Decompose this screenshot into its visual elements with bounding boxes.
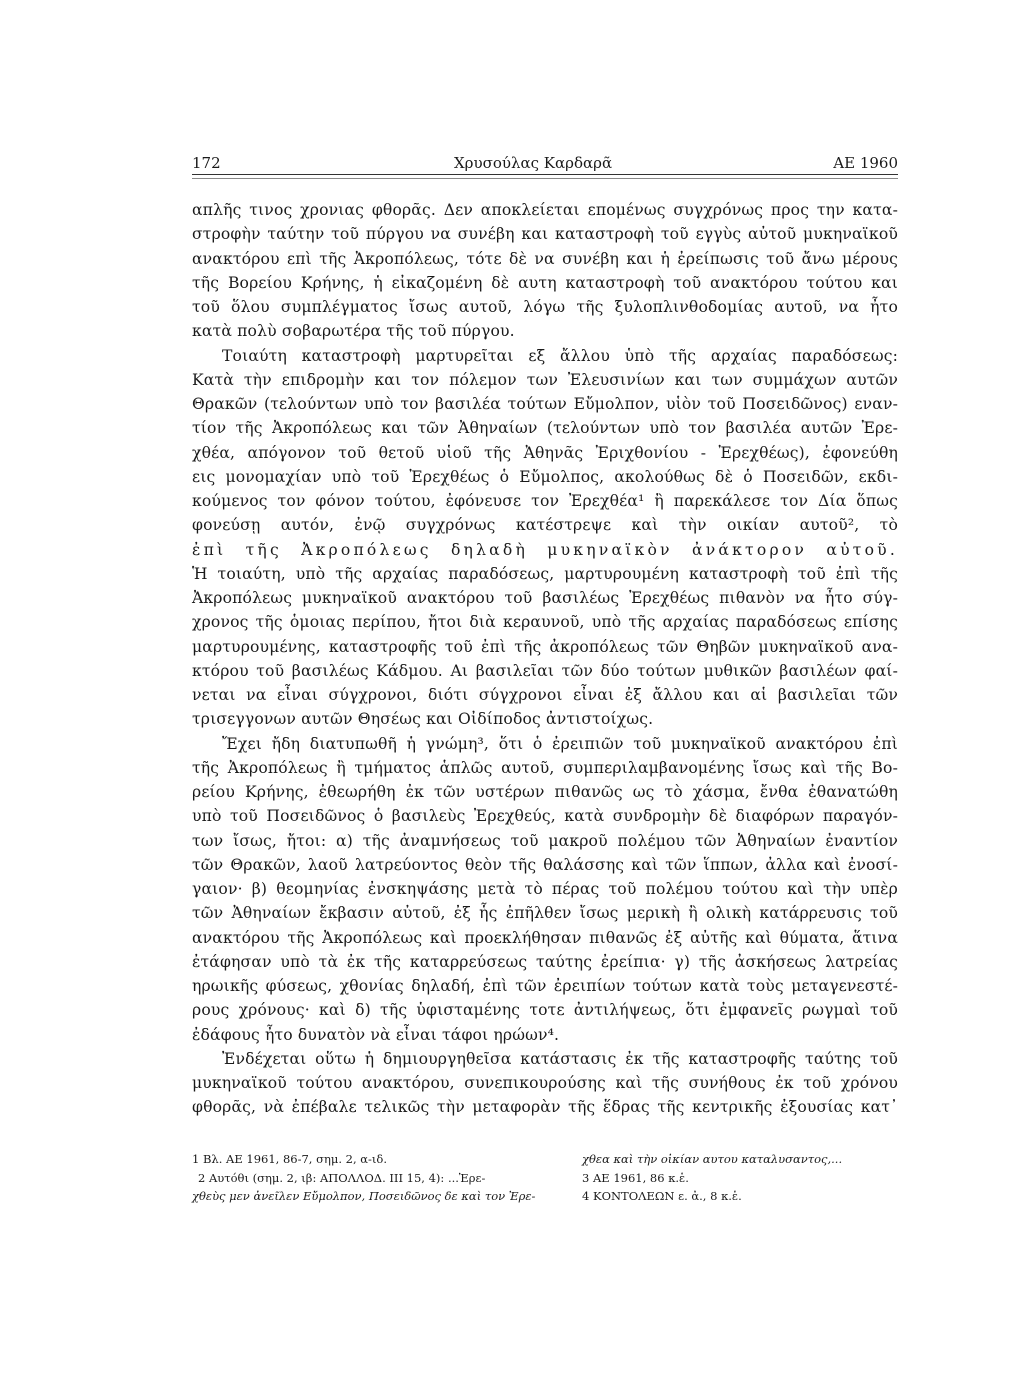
text-line: ανακτόρου επὶ τῆς Ἀκροπόλεως, τότε δὲ να συνέβη και ἡ ἐρείπωσις τοῦ ἄνω μέρους bbox=[192, 249, 898, 268]
text-line: τοῦ ὅλου συμπλέγματος ἴσως αυτοῦ, λόγω τῆς ξυλοπλινθοδομίας αυτοῦ, να ἦτο bbox=[192, 298, 898, 316]
text-line: Θρακῶν (τελούντων υπὸ τον βασιλέα τούτων Εὔμολπον, υἱὸν τοῦ Ποσειδῶνος) εναν- bbox=[192, 395, 898, 413]
text-line: μυκηναϊκοῦ τούτου ανακτόρου, συνεπικουρούσης καὶ τῆς συνήθους ἐκ τοῦ χρόνου bbox=[192, 1074, 898, 1092]
text-line: τῶν Θρακῶν, λαοῦ λατρεύοντος θεὸν τῆς θαλάσσης καὶ τῶν ἵππων, ἀλλα καὶ ἐνοσί- bbox=[192, 855, 898, 874]
text-line: κούμενος τον φόνον τούτου, ἐφόνευσε τον Ἐρεχθέα¹ ἢ παρεκάλεσε τον Δία ὅπως bbox=[192, 492, 898, 510]
body-text bbox=[192, 198, 898, 1120]
header-rule-secondary bbox=[192, 178, 898, 179]
text-line: Τοιαύτη καταστροφὴ μαρτυρεῖται εξ ἄλλου ὑπὸ τῆς αρχαίας παραδόσεως: bbox=[222, 346, 898, 365]
footnote-line: 1 Βλ. ΑΕ 1961, 86-7, σημ. 2, α-ιδ. bbox=[192, 1152, 387, 1166]
text-line: μαρτυρουμένης, καταστροφῆς τοῦ ἐπὶ τῆς ἀκροπόλεως τῶν Θηβῶν μυκηναϊκοῦ ανα- bbox=[192, 637, 898, 656]
text-line: Ἐνδέχεται οὕτω ἡ δημιουργηθεῖσα κατάστασις ἐκ τῆς καταστροφῆς ταύτης τοῦ bbox=[222, 1049, 898, 1068]
text-line: ρείου Κρήνης, ἐθεωρήθη ἐκ τῶν υστέρων πιθανῶς ως τὸ χάσμα, ἔνθα ἐθανατώθη bbox=[192, 783, 898, 801]
text-line: νεται να εἶναι σύγχρονοι, διότι σύγχρονοι εἶναι ἐξ ἄλλου και αἱ βασιλεῖαι τῶν bbox=[192, 686, 898, 704]
text-line: τρισεγγονων αυτῶν Θησέως και Οἰδίποδος ἀντιστοίχως. bbox=[192, 710, 654, 729]
text-line: των ἴσως, ἤτοι: α) τῆς ἀναμνήσεως τοῦ μακροῦ πολέμου τῶν Ἀθηναίων ἐναντίον bbox=[192, 831, 898, 850]
text-line: ρους χρόνους· καὶ δ) τῆς ὑφισταμένης τοτε ἀντιλήψεως, ὅτι ἐμφανεῖς ρωγμαὶ τοῦ bbox=[192, 1001, 898, 1020]
footnotes-left-column bbox=[192, 1150, 562, 1206]
text-line: φθορᾶς, νὰ ἐπέβαλε τελικῶς τὴν μεταφορὰν τῆς ἕδρας τῆς κεντρικῆς ἐξουσίας κατ᾽ bbox=[192, 1098, 898, 1117]
text-line: Κατὰ τὴν επιδρομὴν και τον πόλεμον των Ἐλευσινίων και των συμμάχων αυτῶν bbox=[192, 370, 898, 389]
running-head-journal: ΑΕ 1960 bbox=[833, 154, 898, 172]
footnotes-right-column bbox=[582, 1150, 898, 1206]
text-line: ἐτάφησαν υπὸ τὰ ἐκ τῆς καταρρεύσεως ταύτης ἐρείπια· γ) τῆς ἀσκήσεως λατρείας bbox=[192, 952, 898, 971]
text-line: τῆς Βορείου Κρήνης, ἡ εἰκαζομένη δὲ αυτη καταστροφὴ τοῦ ανακτόρου τούτου και bbox=[192, 273, 898, 292]
text-line: τίον τῆς Ἀκροπόλεως και τῶν Ἀθηναίων (τελούντων υπὸ τον βασιλέα αυτῶν Ἐρε- bbox=[192, 419, 898, 438]
text-line: φονεύσῃ αυτόν, ἐνῷ συγχρόνως κατέστρεψε καὶ τὴν οικίαν αυτοῦ², τὸ bbox=[192, 516, 898, 535]
text-line: Ἔχει ἤδη διατυπωθῆ ἡ γνώμη³, ὅτι ὁ ἐρειπιῶν τοῦ μυκηναϊκοῦ ανακτόρου ἐπὶ bbox=[222, 734, 898, 753]
text-line: χρονος τῆς ὁμοιας περίπου, ἤτοι διὰ κεραυνοῦ, υπὸ τῆς αρχαίας παραδόσεως επίσης bbox=[192, 613, 898, 632]
footnote-line: χθεα καὶ τὴν οἰκίαν αυτου καταλυσαντος,... bbox=[582, 1152, 843, 1166]
footnote-line: 4 ΚΟΝΤΟΛΕΩΝ ε. ἀ., 8 κ.ἑ. bbox=[582, 1189, 742, 1203]
text-line: χθέα, απόγονον τοῦ θετοῦ υἱοῦ τῆς Ἀθηνᾶς Ἐριχθονίου - Ἐρεχθέως), ἐφονεύθη bbox=[192, 443, 898, 462]
text-line: Ἀκροπόλεως μυκηναϊκοῦ ανακτόρου τοῦ βασιλέως Ἐρεχθέως πιθανὸν να ἦτο σύγ- bbox=[192, 589, 898, 607]
text-line: κτόρου τοῦ βασιλέως Κάδμου. Αι βασιλεῖαι τῶν δύο τούτων μυθικῶν βασιλέων φαί- bbox=[192, 661, 898, 680]
text-line: στροφὴν ταύτην τοῦ πύργου να συνέβη και καταστροφὴ τοῦ εγγὺς αὐτοῦ μυκηναϊκοῦ bbox=[192, 225, 898, 244]
text-line: απλῆς τινος χρονιας φθορᾶς. Δεν αποκλείεται επομένως συγχρόνως προς την κατα- bbox=[192, 201, 898, 219]
text-line: γαιον· β) θεομηνίας ἐνσκηψάσης μετὰ τὸ πέρας τοῦ πολέμου τούτου καὶ τὴν υπὲρ bbox=[192, 880, 898, 898]
page-number: 172 bbox=[192, 154, 221, 172]
text-line: εις μονομαχίαν υπὸ τοῦ Ἐρεχθέως ὁ Εὔμολπος, ακολούθως δὲ ὁ Ποσειδῶν, εκδι- bbox=[192, 467, 898, 486]
running-head-author: Χρυσούλας Καρδαρᾶ bbox=[454, 154, 613, 172]
text-line: ἐπὶ τῆς Ἀκροπόλεως δηλαδὴ μυκηναϊκὸν ἀνάκτορον αὐτοῦ. bbox=[192, 540, 898, 559]
text-line: ἐδάφους ἦτο δυνατὸν νὰ εἶναι τάφοι ηρώων⁴. bbox=[192, 1025, 560, 1044]
text-line: Ἡ τοιαύτη, υπὸ τῆς αρχαίας παραδόσεως, μαρτυρουμένη καταστροφὴ τοῦ ἐπὶ τῆς bbox=[192, 564, 898, 583]
header-rule bbox=[192, 174, 898, 175]
footnote-line: 2 Αυτόθι (σημ. 2, ιβ: ΑΠΟΛΛΟΔ. ΙΙΙ 15, 4): ...Ἐρε- bbox=[198, 1170, 486, 1185]
text-line: κατὰ πολὺ σοβαρωτέρα τῆς τοῦ πύργου. bbox=[192, 322, 515, 341]
text-line: ανακτόρου τῆς Ἀκροπόλεως καὶ προεκλήθησαν πιθανῶς ἐξ αὐτῆς καὶ θύματα, ἅτινα bbox=[192, 928, 898, 947]
footnote-line: χθεὺς μεν ἀνεῖλεν Εὔμολπον, Ποσειδῶνος δε καὶ τον Ἐρε- bbox=[192, 1189, 536, 1203]
text-line: τῆς Ἀκροπόλεως ἢ τμήματος ἁπλῶς αυτοῦ, συμπεριλαμβανομένης ἴσως καὶ τῆς Βο- bbox=[192, 758, 898, 777]
footnote-line: 3 ΑΕ 1961, 86 κ.ἑ. bbox=[582, 1170, 689, 1185]
text-line: ηρωικῆς φύσεως, χθονίας δηλαδή, ἐπὶ τῶν ἐρειπίων τούτων κατὰ τοὺς μεταγενεστέ- bbox=[192, 977, 898, 995]
text-line: τῶν Ἀθηναίων ἔκβασιν αὐτοῦ, ἐξ ἧς ἐπῆλθεν ἴσως μερικὴ ἢ ολικὴ κατάρρευσις τοῦ bbox=[192, 904, 898, 923]
text-line: υπὸ τοῦ Ποσειδῶνος ὁ βασιλεὺς Ἐρεχθεύς, κατὰ συνδρομὴν δὲ διαφόρων παραγόν- bbox=[192, 807, 898, 826]
